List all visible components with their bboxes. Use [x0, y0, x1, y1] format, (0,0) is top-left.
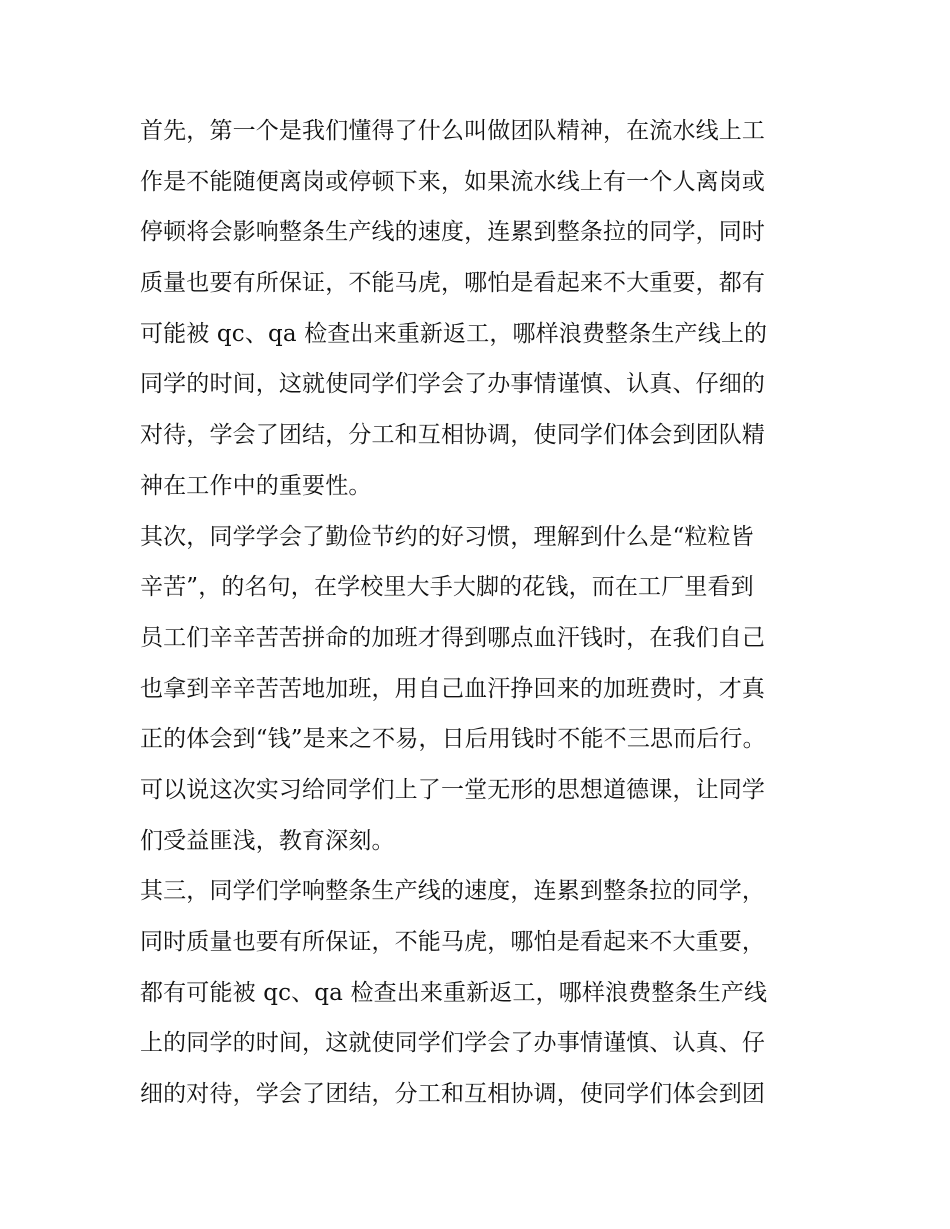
text-line: 可以说这次实习给同学们上了一堂无形的思想道德课，让同学 [140, 776, 766, 803]
text-line: 细的对待，学会了团结，分工和互相协调，使同学们体会到团 [140, 1081, 766, 1108]
text-line: 对待，学会了团结，分工和互相协调，使同学们体会到团队精 [140, 422, 766, 449]
text-line: 其三，同学们学响整条生产线的速度，连累到整条拉的同学， [140, 878, 766, 905]
document-body [140, 106, 820, 1120]
text-line: 质量也要有所保证，不能马虎，哪怕是看起来不大重要，都有 [140, 270, 766, 297]
text-line: 可能被 qc、qa 检查出来重新返工，哪样浪费整条生产线上的 [140, 320, 768, 347]
text-line: 辛苦”，的名句，在学校里大手大脚的花钱，而在工厂里看到 [140, 574, 754, 601]
text-line: 首先，第一个是我们懂得了什么叫做团队精神，在流水线上工 [140, 118, 766, 144]
text-line: 停顿将会影响整条生产线的速度，连累到整条拉的同学，同时 [140, 219, 766, 246]
text-line: 神在工作中的重要性。 [140, 472, 372, 499]
text-line: 员工们辛辛苦苦拼命的加班才得到哪点血汗钱时，在我们自己 [140, 624, 766, 651]
text-line: 正的体会到“钱”是来之不易，日后用钱时不能不三思而后行。 [140, 726, 766, 753]
text-line: 其次，同学学会了勤俭节约的好习惯，理解到什么是“粒粒皆 [140, 523, 754, 550]
text-line: 作是不能随便离岗或停顿下来，如果流水线上有一个人离岗或 [140, 168, 766, 195]
text-line: 同学的时间，这就使同学们学会了办事情谨慎、认真、仔细的 [140, 371, 766, 398]
text-line: 都有可能被 qc、qa 检查出来重新返工，哪样浪费整条生产线 [140, 979, 768, 1006]
text-line: 同时质量也要有所保证，不能马虎，哪怕是看起来不大重要， [140, 929, 766, 955]
text-line: 也拿到辛辛苦苦地加班，用自己血汗挣回来的加班费时，才真 [140, 675, 766, 702]
text-line: 上的同学的时间，这就使同学们学会了办事情谨慎、认真、仔 [140, 1030, 766, 1057]
text-line: 们受益匪浅，教育深刻。 [140, 827, 395, 854]
